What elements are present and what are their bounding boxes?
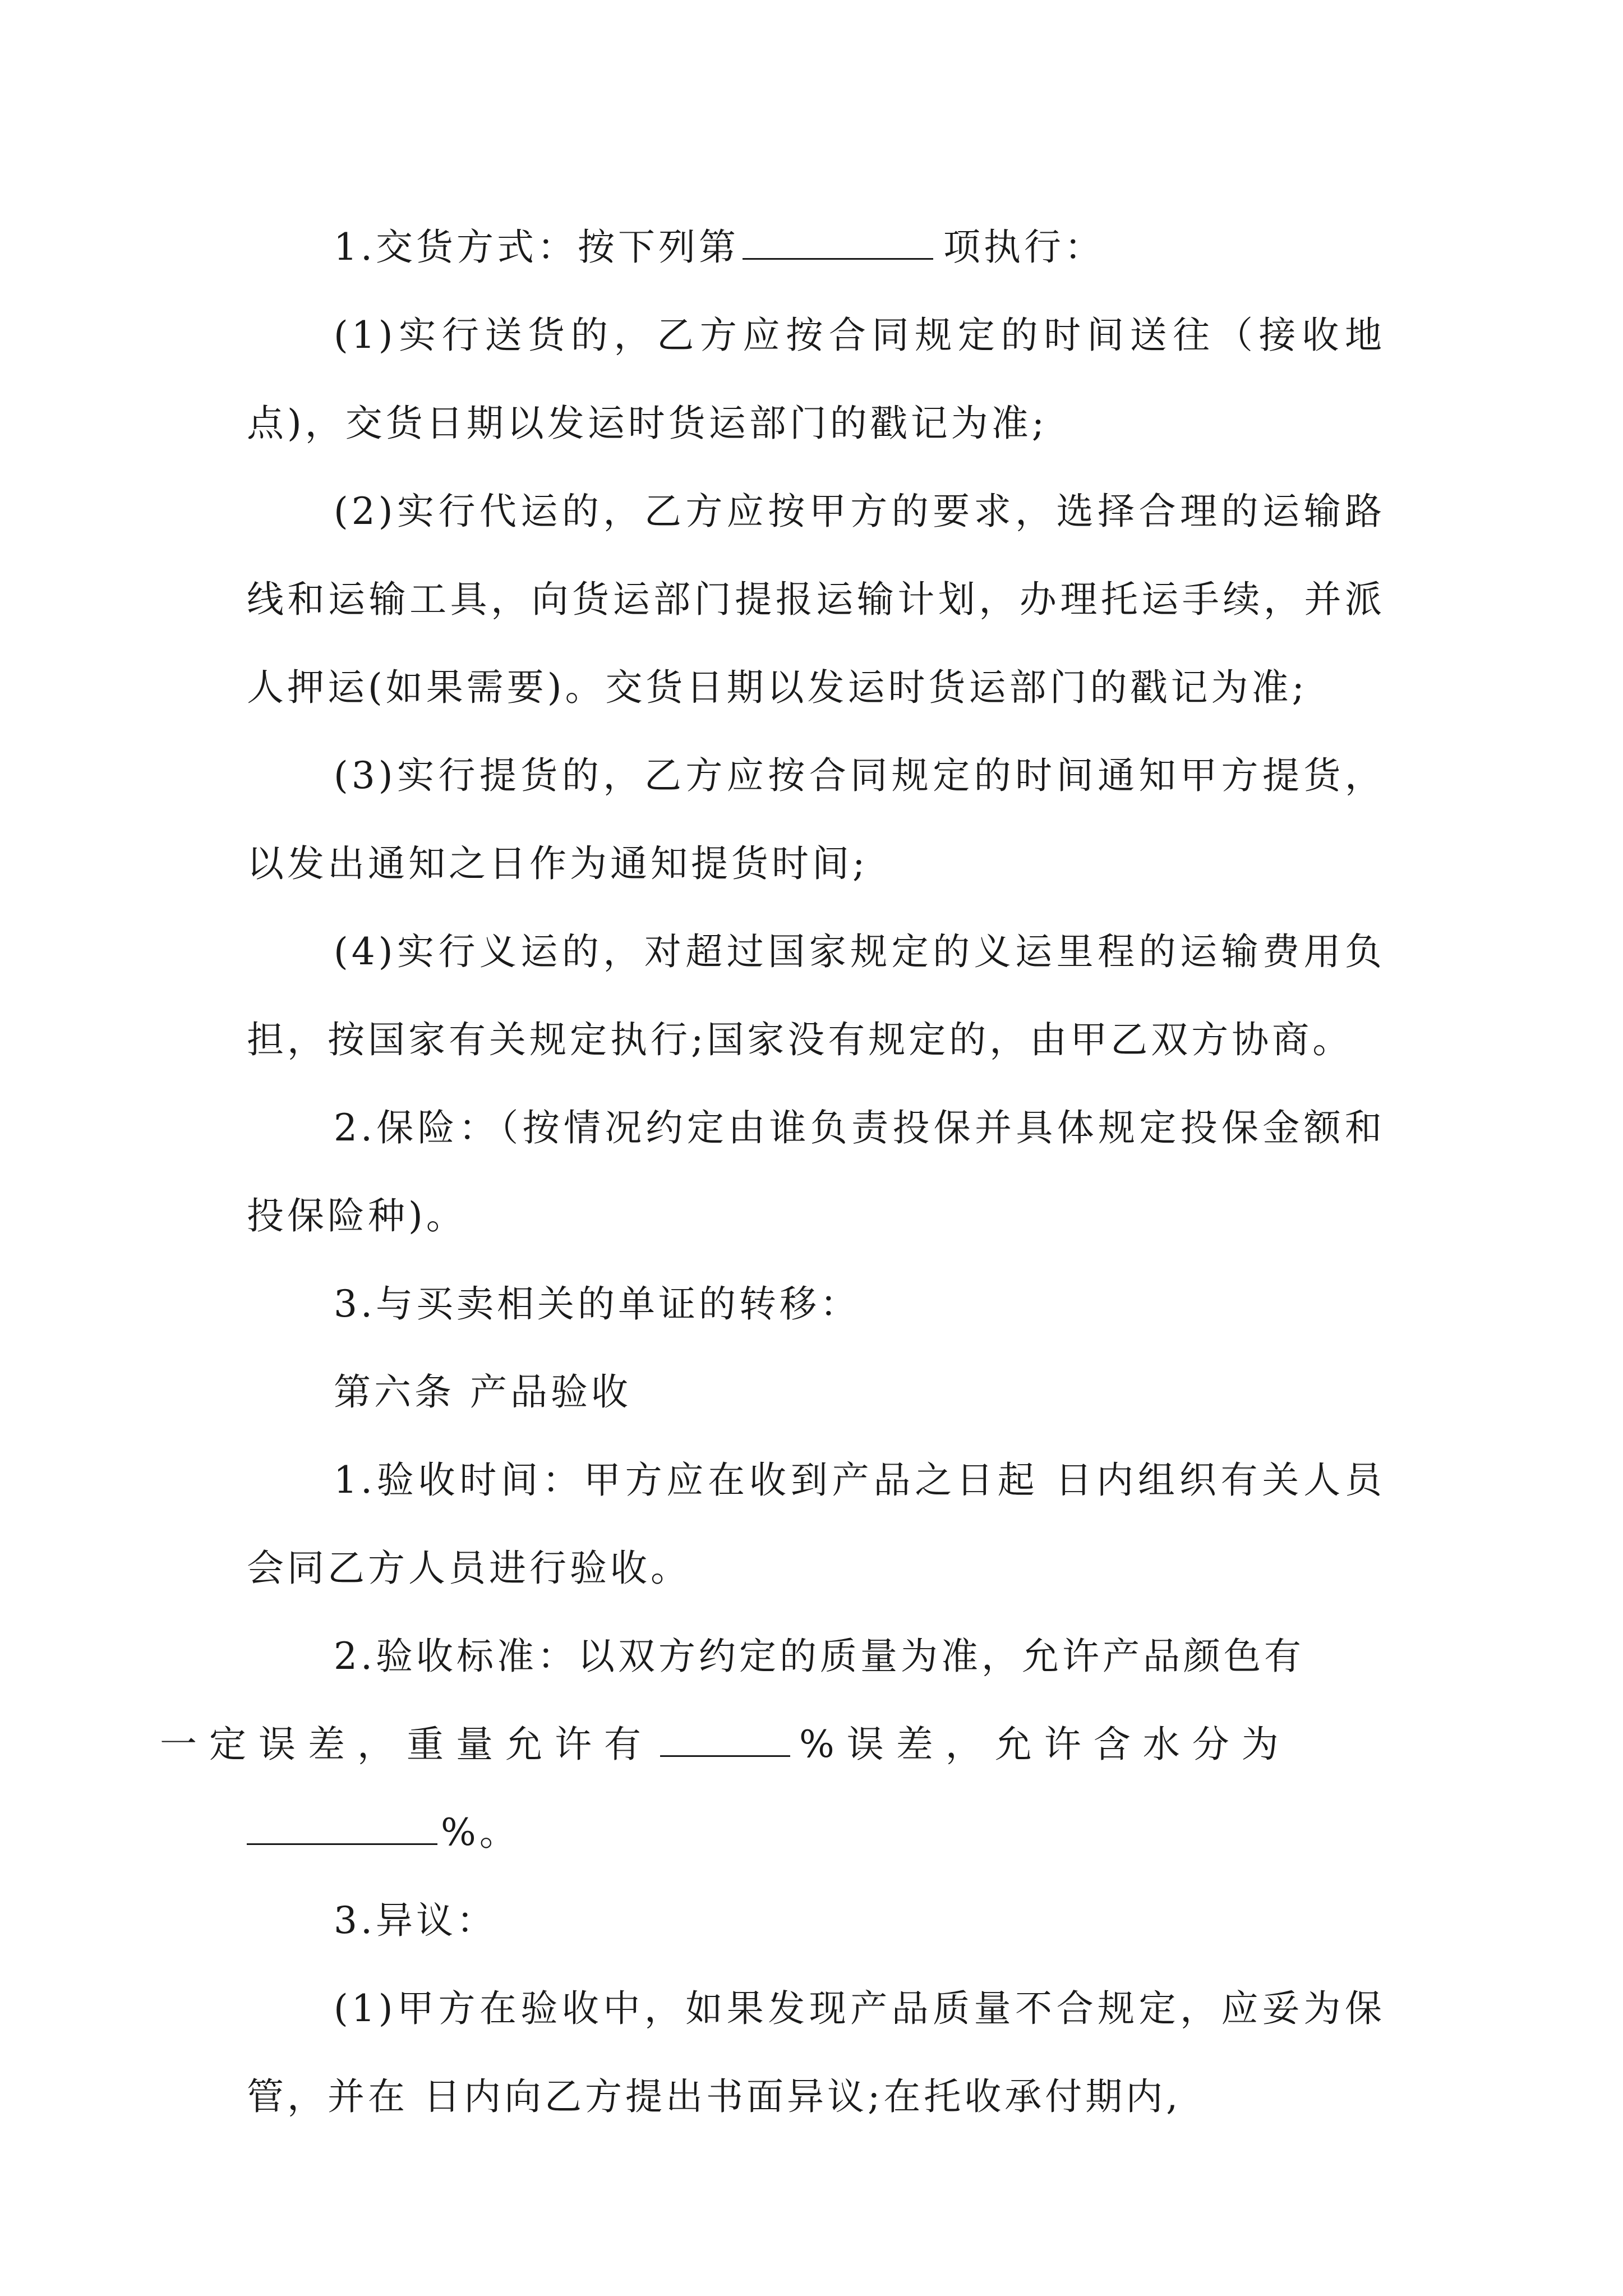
moisture-blank[interactable] [247, 1810, 437, 1845]
moisture-label: %误差，允许含水分为 [799, 1723, 1291, 1766]
article-six-heading: 第六条 产品验收 [334, 1370, 631, 1414]
paragraph-insurance: 2.保险：（按情况约定由谁负责投保并具体规定投保金额和投保险种)。 [247, 1106, 1385, 1237]
weight-tolerance-label: 一定误差，重量允许有 [160, 1723, 653, 1766]
contract-text [160, 203, 1385, 2141]
weight-tolerance-blank[interactable] [660, 1722, 790, 1757]
paragraph-inspection-time: 1.验收时间：甲方应在收到产品之日起 日内组织有关人员会同乙方人员进行验收。 [247, 1458, 1385, 1590]
delivery-method-suffix: 项执行： [943, 226, 1105, 269]
paragraph-objection: 3.异议： [334, 1899, 497, 1942]
inspection-standard-line3 [160, 1788, 520, 1876]
paragraph-delivery-method [247, 203, 1385, 291]
paragraph-objection-1: (1)甲方在验收中，如果发现产品质量不合规定，应妥为保管，并在 日内向乙方提出书面异议;在托收承付期内, [247, 1987, 1385, 2118]
inspection-standard-line1: 2.验收标准：以双方约定的质量为准，允许产品颜色有 [334, 1635, 1304, 1678]
paragraph-delivery-send: (1)实行送货的，乙方应按合同规定的时间送往（接收地点)，交货日期以发运时货运部门的戳记为准; [247, 314, 1385, 445]
paragraph-delivery-pickup: (3)实行提货的，乙方应按合同规定的时间通知甲方提货，以发出通知之日作为通知提货时间; [247, 754, 1385, 885]
inspection-standard-line2 [160, 1700, 1291, 1788]
paragraph-inspection-standard [160, 1612, 1385, 1876]
paragraph-delivery-obligation: (4)实行义运的，对超过国家规定的义运里程的运输费用负担，按国家有关规定执行;国家没有规定的，由甲乙双方协商。 [247, 930, 1385, 1061]
paragraph-documents-transfer: 3.与买卖相关的单证的转移： [334, 1282, 860, 1326]
delivery-method-prefix: 1.交货方式：按下列第 [334, 226, 739, 269]
percent-suffix: %。 [441, 1811, 520, 1854]
paragraph-delivery-agent: (2)实行代运的，乙方应按甲方的要求，选择合理的运输路线和运输工具，向货运部门提报运输计划，办理托运手续，并派人押运(如果需要)。交货日期以发运时货运部门的戳记为准; [247, 490, 1385, 709]
delivery-option-blank[interactable] [743, 224, 933, 260]
